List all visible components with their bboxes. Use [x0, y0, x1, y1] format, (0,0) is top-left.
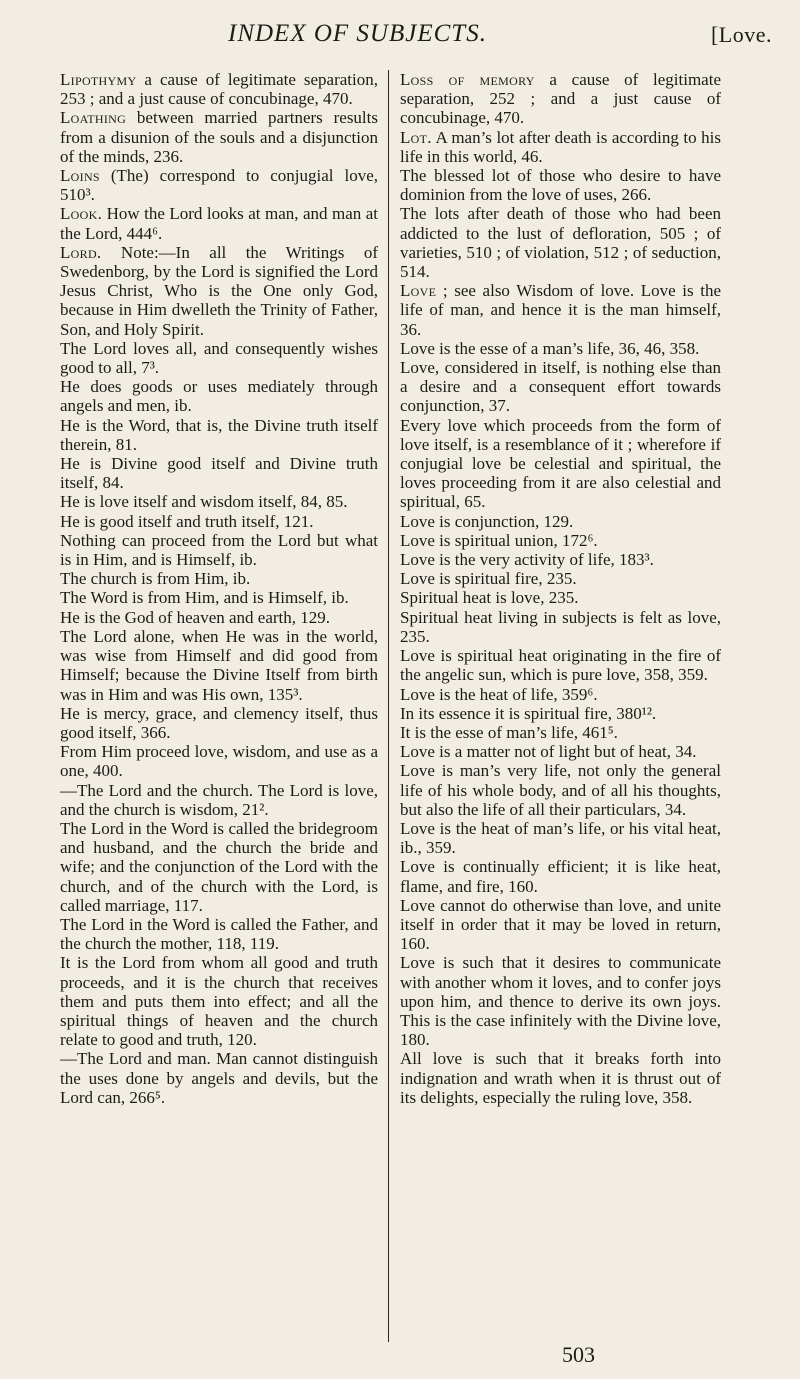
index-subentry	[400, 819, 721, 857]
index-subentry	[400, 761, 721, 819]
entry-text: How the Lord looks at man, and man at the Lord, 444⁶.	[60, 204, 378, 243]
index-subentry	[400, 608, 721, 646]
entry-headword: Lord.	[60, 242, 102, 262]
index-subentry	[400, 358, 721, 416]
column-divider	[388, 70, 389, 1342]
entry-text: The church is from Him, ib.	[60, 569, 251, 589]
entry-text: A man’s lot after death is according to his life in this world, 46.	[400, 127, 721, 166]
entry-text: The Lord loves all, and consequently wishes good to all, 7³.	[60, 338, 378, 378]
entry-text: He is mercy, grace, and clemency itself, thus good itself, 366.	[60, 703, 378, 742]
entry-text: He is love itself and wisdom itself, 84, 85.	[60, 492, 348, 512]
index-subentry	[60, 492, 378, 511]
entry-text: (The) correspond to conjugial love, 510³.	[60, 166, 378, 205]
index-entry	[60, 108, 378, 166]
page-number: 503	[562, 1342, 595, 1367]
entry-text: Love is spiritual fire, 235.	[400, 569, 577, 589]
index-subentry	[60, 781, 378, 819]
entry-headword: Look.	[60, 204, 103, 224]
entry-text: Love is the very activity of life, 183³.	[400, 550, 654, 570]
entry-text: He is the Word, that is, the Divine truth itself therein, 81.	[60, 415, 378, 454]
index-subentry	[60, 915, 378, 953]
index-entry	[60, 204, 378, 242]
index-subentry	[60, 627, 378, 704]
index-subentry	[400, 512, 721, 531]
entry-text: The lots after death of those who had been addicted to the lust of defloration, 505 ; of varieties, 510 ; of violation, 512 ; of seduction, 514.	[400, 204, 721, 282]
index-subentry	[400, 339, 721, 358]
entry-text: The Lord alone, when He was in the world, was wise from Himself and did good from Himself; because the Divine Itself from birth was in Him and was His own, 135³.	[60, 626, 378, 704]
index-subentry	[400, 166, 721, 204]
right-column	[400, 70, 721, 1107]
index-entry	[60, 166, 378, 204]
entry-text: He is the God of heaven and earth, 129.	[60, 607, 331, 627]
entry-text: He is Divine good itself and Divine truth itself, 84.	[60, 454, 378, 493]
index-subentry	[60, 416, 378, 454]
index-subentry	[400, 953, 721, 1049]
entry-text: In its essence it is spiritual fire, 380¹².	[400, 703, 657, 723]
index-subentry	[400, 685, 721, 704]
index-subentry	[60, 339, 378, 377]
entry-text: Love is continually efficient; it is like heat, flame, and fire, 160.	[400, 857, 721, 896]
entry-headword: Lot.	[400, 127, 432, 147]
index-entry	[60, 70, 378, 108]
index-subentry	[60, 704, 378, 742]
entry-text: Love is conjunction, 129.	[400, 511, 574, 531]
index-subentry	[400, 204, 721, 281]
entry-text: Nothing can proceed from the Lord but what is in Him, and is Himself, ib.	[60, 530, 378, 570]
entry-text: Love is the esse of a man’s life, 36, 46, 358.	[400, 338, 700, 358]
entry-headword: Lipothymy	[60, 70, 137, 89]
entry-text: He does goods or uses mediately through angels and men, ib.	[60, 377, 378, 416]
index-subentry	[60, 1049, 378, 1107]
entry-headword: Loathing	[60, 108, 127, 128]
index-subentry	[60, 531, 378, 569]
entry-text: —The Lord and man. Man cannot distinguish the uses done by angels and devils, but the Lord can, 266⁵.	[60, 1049, 378, 1107]
entry-text: —The Lord and the church. The Lord is love, and the church is wisdom, 21².	[60, 780, 378, 819]
entry-text: Love is the heat of life, 359⁶.	[400, 684, 598, 704]
entry-text: between married partners results from a disunion of the souls and a disjunction of the minds, 236.	[60, 108, 378, 166]
entry-text: Love is the heat of man’s life, or his vital heat, ib., 359.	[400, 818, 721, 858]
entry-text: It is the esse of man’s life, 461⁵.	[400, 722, 618, 742]
index-subentry	[400, 550, 721, 569]
entry-text: a cause of legitimate separation, 252 ; and a just cause of concubinage, 470.	[400, 70, 721, 128]
entry-headword: Love	[400, 281, 437, 301]
entry-text: The Lord in the Word is called the Father, and the church the mother, 118, 119.	[60, 914, 378, 954]
index-subentry	[400, 723, 721, 742]
running-header	[0, 18, 800, 58]
index-subentry	[400, 569, 721, 588]
entry-text: Love is spiritual heat originating in the fire of the angelic sun, which is pure love, 358, 359.	[400, 646, 721, 685]
index-subentry	[60, 588, 378, 607]
index-subentry	[400, 742, 721, 761]
entry-text: The Lord in the Word is called the bridegroom and husband, and the church the bride and wife; and the conjunction of the Lord with the church, and of the church with the Lord, is called marriage, 117.	[60, 818, 378, 915]
entry-text: All love is such that it breaks forth into indignation and wrath when it is thrust out of its delights, especially the ruling love, 358.	[400, 1049, 721, 1107]
index-subentry	[400, 531, 721, 550]
entry-text: Love, considered in itself, is nothing else than a desire and a consequent effort towards conjunction, 37.	[400, 358, 721, 416]
entry-text: Spiritual heat living in subjects is felt as love, 235.	[400, 607, 721, 646]
entry-text: Every love which proceeds from the form of love itself, is a resemblance of it ; wherefore if conjugial love be celestial and spiritual, the loves proceeding from it are also celestial and spiritual, 65.	[400, 415, 721, 512]
entry-text: Love is man’s very life, not only the general life of his whole body, and of all his thoughts, but also the life of all their particulars, 34.	[400, 761, 721, 819]
index-subentry	[400, 588, 721, 607]
entry-text: Love is spiritual union, 172⁶.	[400, 530, 598, 550]
entry-text: ; see also Wisdom of love. Love is the life of man, and hence it is the man himself, 36.	[400, 281, 721, 339]
index-subentry	[400, 704, 721, 723]
index-subentry	[400, 857, 721, 895]
entry-text: Spiritual heat is love, 235.	[400, 588, 579, 608]
index-subentry	[60, 569, 378, 588]
section-label: [Love.	[710, 22, 772, 47]
index-entry	[60, 243, 378, 339]
index-subentry	[400, 646, 721, 684]
entry-text: He is good itself and truth itself, 121.	[60, 511, 314, 531]
entry-headword: Loss of memory	[400, 70, 535, 89]
index-subentry	[400, 416, 721, 512]
entry-text: a cause of legitimate separation, 253 ; and a just cause of concubinage, 470.	[60, 70, 378, 109]
entry-text: The blessed lot of those who desire to have dominion from the love of uses, 266.	[400, 166, 721, 205]
entry-text: Note:—In all the Writings of Swedenborg, by the Lord is signified the Lord Jesus Christ, Who is the One only God, because in Him dwelleth the Trinity of Father, Son, and Holy Spirit.	[60, 242, 378, 339]
index-subentry	[400, 896, 721, 954]
index-entry	[400, 281, 721, 339]
index-subentry	[60, 512, 378, 531]
entry-headword: Loins	[60, 166, 100, 186]
index-subentry	[60, 608, 378, 627]
index-subentry	[400, 1049, 721, 1107]
entry-text: The Word is from Him, and is Himself, ib.	[60, 588, 349, 608]
index-entry	[400, 70, 721, 128]
left-column	[60, 70, 378, 1107]
index-subentry	[60, 377, 378, 415]
entry-text: Love is a matter not of light but of heat, 34.	[400, 742, 697, 762]
entry-text: Love cannot do otherwise than love, and unite itself in order that it may be loved in return, 160.	[400, 895, 721, 954]
entry-text: Love is such that it desires to communicate with another whom it loves, and to confer joys upon him, and thence to derive its own joys. This is the case infinitely with the Divine love, 180.	[400, 953, 721, 1050]
index-subentry	[60, 454, 378, 492]
index-subentry	[60, 819, 378, 915]
running-title: INDEX OF SUBJECTS.	[228, 20, 487, 47]
entry-text: From Him proceed love, wisdom, and use as a one, 400.	[60, 742, 378, 781]
index-subentry	[60, 953, 378, 1049]
index-subentry	[60, 742, 378, 780]
index-entry	[400, 128, 721, 166]
entry-text: It is the Lord from whom all good and truth proceeds, and it is the church that receives them and puts them into effect; and all the spiritual things of heaven and the church relate to good and truth, 120.	[60, 953, 378, 1050]
